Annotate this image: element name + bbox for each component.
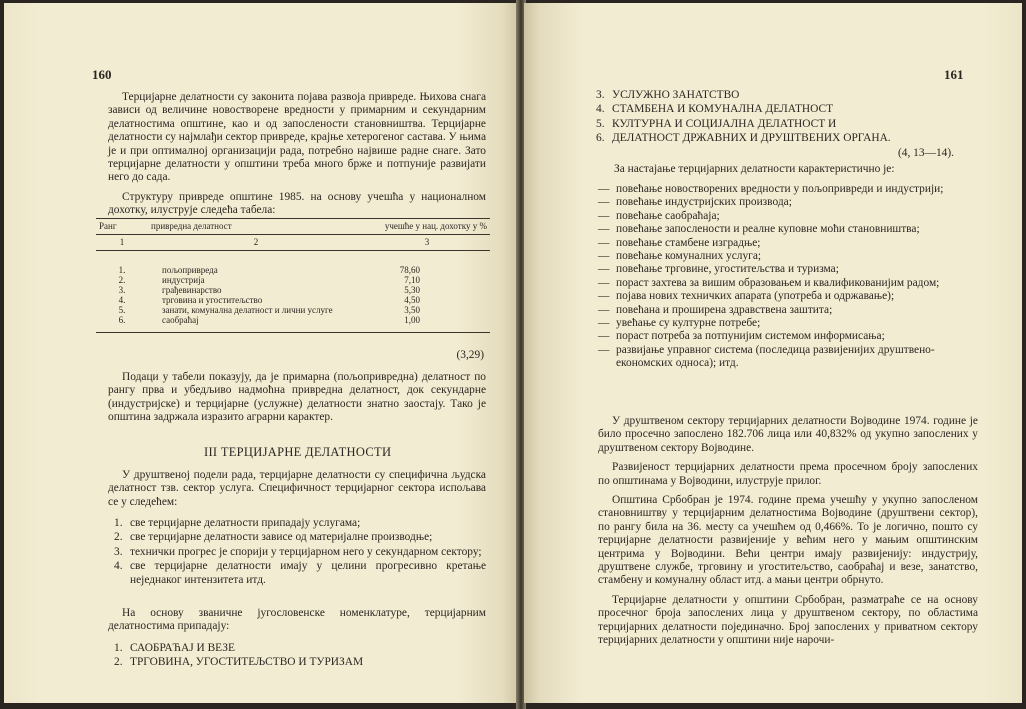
list-item bbox=[114, 546, 486, 559]
branches-list bbox=[114, 642, 486, 670]
paragraph: Подаци у табели показују, да је примарна (пољопривредна) делатност по рангу прва и убедљиво надмоћна привредна делатност, док секундарне (индустријске) и терцијарне (услужне) делатности знатно заостају. Тако је општина задржала изразито аграрни карактер. bbox=[108, 371, 486, 424]
paragraph: Терцијарне делатности су законита појава развоја привреде. Њихова снага зависи од величине новостворене вредности у примарним и секундарним делатностима општине, као и од запослености становништва. Терцијарне делатности су најмлађи сектор привреде, крајње хетерогеног састава. У њима је и при оптималној организацији рада, потребно највише радне снаге. Зато терцијарне делатности у општини треба много брже и потпуније развијати него до сада. bbox=[108, 91, 486, 184]
list-number: 1. bbox=[114, 517, 123, 529]
list-item bbox=[114, 642, 486, 655]
list-text: ДЕЛАТНОСТ ДРЖАВНИХ И ДРУШТВЕНИХ ОРГАНА. bbox=[612, 132, 891, 145]
header-cell: учешће у нац. дохотку у % bbox=[384, 221, 487, 231]
header-cell: Ранг bbox=[99, 221, 117, 231]
list-number: 2. bbox=[114, 656, 123, 669]
cell-activity: саобраћај bbox=[162, 315, 199, 325]
colnum-cell: 3 bbox=[424, 237, 430, 247]
table-rule-bottom bbox=[96, 332, 490, 333]
list-text: КУЛТУРНА И СОЦИЈАЛНА ДЕЛАТНОСТ И bbox=[612, 117, 837, 130]
table-row bbox=[96, 285, 490, 295]
cell-rank: 3. bbox=[118, 285, 126, 295]
cell-rank: 2. bbox=[118, 275, 126, 285]
list-item: — повећање стамбене изградње; bbox=[598, 237, 978, 250]
table-rule bbox=[96, 250, 490, 251]
branches-list bbox=[596, 89, 976, 146]
left-sector-text bbox=[108, 469, 486, 515]
colnum-cell: 1 bbox=[119, 237, 125, 247]
left-analysis-text bbox=[108, 371, 486, 431]
cell-rank: 6. bbox=[118, 315, 126, 325]
right-intro: За настајање терцијарних делатности карактеристично је: bbox=[614, 163, 895, 175]
table-rule bbox=[96, 234, 490, 235]
list-item: — повећање новостворених вредности у пољопривреди и индустрији; bbox=[598, 183, 978, 196]
table-rule-top bbox=[96, 218, 490, 219]
paragraph: Општина Србобран је 1974. године према учешћу у укупно запосленом становништву у терцијарним делатностима Војводине (друштвени сектор), по рангу била на 36. месту са учешћем од 0,466%. То је логично, пошто су терцијарне делатности развијеније у већим него у мањим општинским центрима у Војводини. Већи центри имају развијенију: индустрију, друштвене службе, трговину и угоститељство, саобраћај и везе, занатство, стамбену и комуналну област итд. а мањи центри обрнуто. bbox=[598, 494, 978, 587]
paragraph: Терцијарне делатности у општини Србобран, разматраће се на основу просечног броја запослених лица у друштвеном сектору, по областима терцијарних делатности појединачно. Број запослених у приватном сектору терцијарних делатности у општини није нарочи- bbox=[598, 593, 978, 647]
list-item bbox=[114, 531, 486, 544]
cell-value: 78,60 bbox=[399, 265, 420, 275]
list-item: — пораст потреба за потпунијим системом информисања; bbox=[598, 330, 978, 343]
table-row bbox=[96, 237, 490, 247]
list-item bbox=[596, 89, 976, 102]
cell-value: 1,00 bbox=[404, 315, 420, 325]
cell-value: 4,50 bbox=[404, 295, 420, 305]
cell-value: 7,10 bbox=[404, 275, 420, 285]
list-item: — повећање запослености и реалне куповне моћи становништва; bbox=[598, 223, 978, 236]
list-item: — повећана и проширена здравствена заштита; bbox=[598, 304, 978, 317]
list-item: — увећање су културне потребе; bbox=[598, 317, 978, 330]
list-number: 1. bbox=[114, 642, 123, 654]
section-title: III ТЕРЦИЈАРНЕ ДЕЛАТНОСТИ bbox=[204, 445, 392, 459]
paragraph: У друштвеном сектору терцијарних делатности Војводине 1974. године је било просечно запослено 182.706 лица или 40,832% од укупно запослених у друштвеном сектору Војводине. bbox=[598, 415, 978, 454]
table-header-row bbox=[96, 221, 490, 231]
right-body-text bbox=[598, 415, 978, 654]
table-row bbox=[96, 305, 490, 315]
list-item: — повећање трговине, угоститељства и туризма; bbox=[598, 263, 978, 276]
list-text: технички прогрес је спорији у терцијарном него у секундарном сектору; bbox=[130, 545, 482, 558]
list-number: 4. bbox=[114, 560, 123, 573]
list-text: САОБРАЋАЈ И ВЕЗЕ bbox=[130, 642, 235, 654]
left-intro-text bbox=[108, 91, 486, 224]
left-page bbox=[4, 3, 518, 703]
list-text: УСЛУЖНО ЗАНАТСТВО bbox=[612, 89, 740, 101]
paragraph: На основу званичне југословенске номенклатуре, терцијарним делатностима припадају: bbox=[108, 607, 486, 633]
list-item: — повећање комуналних услуга; bbox=[598, 250, 978, 263]
branches-list-block bbox=[596, 89, 976, 160]
list-item: — пораст захтева за вишим образовањем и квалификованијим радом; bbox=[598, 277, 978, 290]
table-reference: (3,29) bbox=[456, 349, 484, 361]
table-row bbox=[96, 295, 490, 305]
list-number: 6. bbox=[596, 132, 605, 145]
list-text: све терцијарне делатности припадају услугама; bbox=[130, 517, 361, 529]
list-item bbox=[596, 118, 976, 131]
list-item bbox=[114, 656, 486, 669]
characteristics-list bbox=[598, 183, 978, 371]
table-column-numbers bbox=[96, 237, 490, 247]
paragraph: Структуру привреде општине 1985. на основу учешћа у националном дохотку, илуструје следећа табела: bbox=[108, 190, 486, 217]
cell-rank: 5. bbox=[118, 305, 126, 315]
economy-structure-table bbox=[96, 221, 490, 231]
cell-value: 3,50 bbox=[404, 305, 420, 315]
cell-activity: индустрија bbox=[162, 275, 205, 285]
list-item bbox=[596, 132, 976, 145]
list-item: — појава нових техничких апарата (употреба и одржавање); bbox=[598, 290, 978, 303]
list-item: — повећање саобраћаја; bbox=[598, 210, 978, 223]
table-body bbox=[96, 265, 490, 325]
list-item bbox=[114, 560, 486, 587]
cell-rank: 4. bbox=[118, 295, 126, 305]
list-number: 3. bbox=[596, 89, 605, 101]
cell-rank: 1. bbox=[118, 265, 126, 275]
paragraph: Развијеност терцијарних делатности према просечном броју запослених по општинама у Војводини, илуструје прилог. bbox=[598, 461, 978, 487]
list-number: 2. bbox=[114, 531, 123, 544]
list-text: СТАМБЕНА И КОМУНАЛНА ДЕЛАТНОСТ bbox=[612, 103, 834, 116]
branches-reference: (4, 13—14). bbox=[898, 146, 954, 159]
left-nomenclature-text bbox=[108, 607, 486, 640]
list-item bbox=[114, 517, 486, 530]
colnum-cell: 2 bbox=[253, 237, 259, 247]
features-list bbox=[114, 517, 486, 587]
list-item bbox=[596, 103, 976, 116]
table-row bbox=[96, 275, 490, 285]
list-item: — развијање управног система (последица развијенијих друштвено-економских односа); итд. bbox=[598, 344, 978, 371]
page-number: 161 bbox=[944, 67, 964, 82]
features-list-block bbox=[114, 517, 486, 588]
cell-activity: занати, комунална делатност и лични услуге bbox=[162, 305, 333, 315]
list-number: 5. bbox=[596, 117, 605, 130]
list-text: ТРГОВИНА, УГОСТИТЕЉСТВО И ТУРИЗАМ bbox=[130, 656, 364, 669]
characteristics-list-block bbox=[598, 183, 978, 371]
cell-activity: грађевинарство bbox=[162, 285, 222, 295]
header-cell: привредна делатност bbox=[151, 221, 232, 231]
paragraph: У друштвеној подели рада, терцијарне делатности су специфична људска делатност тзв. сектор услуга. Специфичност терцијарног сектора испољава се у следећем: bbox=[108, 469, 486, 508]
page-number: 160 bbox=[92, 67, 112, 82]
list-number: 3. bbox=[114, 545, 123, 558]
cell-activity: пољопривреда bbox=[162, 265, 218, 275]
table-row bbox=[96, 315, 490, 325]
cell-activity: трговина и угоститељство bbox=[162, 295, 263, 305]
list-item: — повећање индустријских производа; bbox=[598, 196, 978, 209]
list-number: 4. bbox=[596, 103, 605, 116]
table-row bbox=[96, 265, 490, 275]
list-text: све терцијарне делатности зависе од материјалне производње; bbox=[130, 531, 433, 544]
cell-value: 5,30 bbox=[404, 285, 420, 295]
right-page bbox=[524, 3, 1022, 703]
list-text: све терцијарне делатности имају у целини прогресивно кретање неједнаког интензитета итд. bbox=[130, 560, 486, 586]
branches-list-block bbox=[114, 642, 486, 671]
